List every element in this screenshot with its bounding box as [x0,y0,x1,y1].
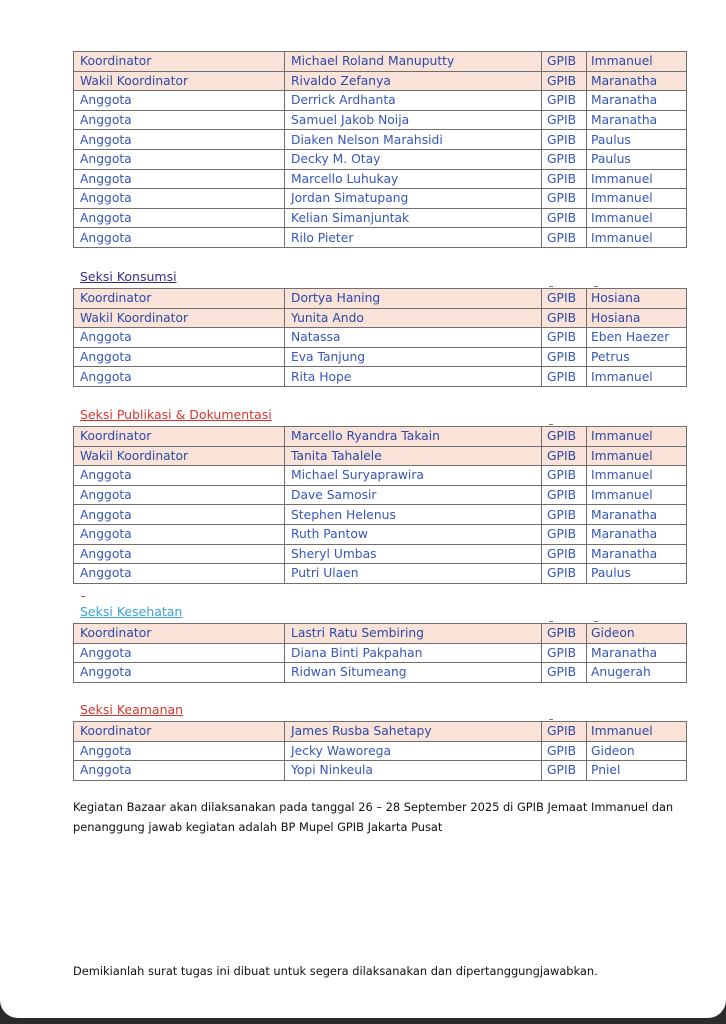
table-row [74,643,687,663]
table-row [74,289,687,309]
table-row [74,130,687,150]
church-cell: Immanuel [587,169,687,189]
table-row [74,91,687,111]
church-cell: Maranatha [587,544,687,564]
org-cell: GPIB [542,446,587,466]
table-row [74,52,687,72]
stray-mark [594,621,598,622]
church-cell: Immanuel [587,466,687,486]
table-row [74,110,687,130]
church-cell: Anugerah [587,663,687,683]
org-cell: GPIB [542,289,587,309]
name-cell: Lastri Ratu Sembiring [285,624,542,644]
church-cell: Immanuel [587,367,687,387]
church-cell: Pniel [587,761,687,781]
role-cell: Anggota [74,544,285,564]
name-cell: Tanita Tahalele [285,446,542,466]
org-cell: GPIB [542,169,587,189]
name-cell: James Rusba Sahetapy [285,722,542,742]
stray-mark [549,424,553,425]
committee-table-top [73,51,686,248]
org-cell: GPIB [542,347,587,367]
name-cell: Putri Ulaen [285,564,542,584]
church-cell: Immanuel [587,52,687,72]
church-cell: Maranatha [587,505,687,525]
role-cell: Wakil Koordinator [74,446,285,466]
table-row [74,466,687,486]
role-cell: Anggota [74,208,285,228]
role-cell: Anggota [74,91,285,111]
table-row [74,208,687,228]
table-row [74,189,687,209]
name-cell: Michael Suryaprawira [285,466,542,486]
table-row [74,524,687,544]
church-cell: Paulus [587,130,687,150]
name-cell: Dortya Haning [285,289,542,309]
role-cell: Anggota [74,110,285,130]
name-cell: Michael Roland Manuputty [285,52,542,72]
org-cell: GPIB [542,564,587,584]
church-cell: Maranatha [587,643,687,663]
org-cell: GPIB [542,91,587,111]
church-cell: Paulus [587,149,687,169]
church-cell: Immanuel [587,427,687,447]
name-cell: Marcello Ryandra Takain [285,427,542,447]
role-cell: Anggota [74,328,285,348]
table-row [74,485,687,505]
name-cell: Stephen Helenus [285,505,542,525]
org-cell: GPIB [542,308,587,328]
table [73,51,687,248]
org-cell: GPIB [542,643,587,663]
table-row [74,308,687,328]
table-row [74,427,687,447]
role-cell: Anggota [74,367,285,387]
name-cell: Eva Tanjung [285,347,542,367]
org-cell: GPIB [542,367,587,387]
table [73,426,687,584]
org-cell: GPIB [542,524,587,544]
org-cell: GPIB [542,71,587,91]
table-row [74,169,687,189]
table [73,721,687,781]
org-cell: GPIB [542,110,587,130]
role-cell: Anggota [74,564,285,584]
org-cell: GPIB [542,722,587,742]
table [73,288,687,387]
name-cell: Marcello Luhukay [285,169,542,189]
table-row [74,761,687,781]
church-cell: Immanuel [587,722,687,742]
table-row [74,544,687,564]
role-cell: Koordinator [74,289,285,309]
org-cell: GPIB [542,328,587,348]
table-row [74,149,687,169]
org-cell: GPIB [542,52,587,72]
name-cell: Yunita Ando [285,308,542,328]
church-cell: Paulus [587,564,687,584]
org-cell: GPIB [542,228,587,248]
role-cell: Anggota [74,505,285,525]
role-cell: Koordinator [74,624,285,644]
org-cell: GPIB [542,624,587,644]
church-cell: Petrus [587,347,687,367]
role-cell: Koordinator [74,427,285,447]
role-cell: Anggota [74,663,285,683]
org-cell: GPIB [542,149,587,169]
table-row [74,328,687,348]
church-cell: Maranatha [587,110,687,130]
table-row [74,71,687,91]
stray-mark [549,719,553,720]
org-cell: GPIB [542,505,587,525]
section-title-keamanan: Seksi Keamanan [80,702,184,717]
org-cell: GPIB [542,741,587,761]
table-row [74,663,687,683]
name-cell: Decky M. Otay [285,149,542,169]
org-cell: GPIB [542,663,587,683]
role-cell: Anggota [74,524,285,544]
role-cell: Anggota [74,228,285,248]
org-cell: GPIB [542,761,587,781]
stray-mark [81,596,85,597]
name-cell: Ridwan Situmeang [285,663,542,683]
section-title-publikasi: Seksi Publikasi & Dokumentasi [80,407,272,422]
name-cell: Ruth Pantow [285,524,542,544]
table-row [74,741,687,761]
role-cell: Anggota [74,466,285,486]
org-cell: GPIB [542,544,587,564]
org-cell: GPIB [542,466,587,486]
org-cell: GPIB [542,130,587,150]
name-cell: Jordan Simatupang [285,189,542,209]
church-cell: Eben Haezer [587,328,687,348]
name-cell: Diaken Nelson Marahsidi [285,130,542,150]
role-cell: Anggota [74,643,285,663]
org-cell: GPIB [542,189,587,209]
committee-table-keamanan [73,721,686,781]
table [73,623,687,683]
table-row [74,367,687,387]
role-cell: Anggota [74,485,285,505]
role-cell: Anggota [74,189,285,209]
church-cell: Gideon [587,624,687,644]
name-cell: Yopi Ninkeula [285,761,542,781]
table-row [74,228,687,248]
section-title-konsumsi: Seksi Konsumsi [80,269,177,284]
church-cell: Maranatha [587,524,687,544]
church-cell: Gideon [587,741,687,761]
org-cell: GPIB [542,427,587,447]
name-cell: Samuel Jakob Noija [285,110,542,130]
church-cell: Hosiana [587,289,687,309]
name-cell: Diana Binti Pakpahan [285,643,542,663]
table-row [74,564,687,584]
role-cell: Wakil Koordinator [74,308,285,328]
church-cell: Immanuel [587,189,687,209]
role-cell: Koordinator [74,52,285,72]
section-title-kesehatan: Seksi Kesehatan [80,604,183,619]
role-cell: Anggota [74,741,285,761]
role-cell: Anggota [74,130,285,150]
church-cell: Immanuel [587,485,687,505]
church-cell: Immanuel [587,208,687,228]
role-cell: Anggota [74,149,285,169]
name-cell: Rita Hope [285,367,542,387]
role-cell: Anggota [74,761,285,781]
event-paragraph: Kegiatan Bazaar akan dilaksanakan pada tanggal 26 – 28 September 2025 di GPIB Jemaat Immanuel dan penanggung jawab kegiatan adalah BP Mupel GPIB Jakarta Pusat [73,800,674,834]
name-cell: Dave Samosir [285,485,542,505]
committee-table-kesehatan [73,623,686,683]
table-row [74,446,687,466]
name-cell: Kelian Simanjuntak [285,208,542,228]
stray-mark [549,621,553,622]
committee-table-konsumsi [73,288,686,387]
org-cell: GPIB [542,485,587,505]
org-cell: GPIB [542,208,587,228]
role-cell: Anggota [74,169,285,189]
committee-table-publikasi [73,426,686,584]
table-row [74,624,687,644]
closing-paragraph: Demikianlah surat tugas ini dibuat untuk segera dilaksanakan dan dipertanggungjawabkan. [73,964,598,978]
role-cell: Wakil Koordinator [74,71,285,91]
name-cell: Sheryl Umbas [285,544,542,564]
church-cell: Maranatha [587,71,687,91]
table-row [74,722,687,742]
name-cell: Jecky Waworega [285,741,542,761]
role-cell: Koordinator [74,722,285,742]
stray-mark [549,286,553,287]
name-cell: Rivaldo Zefanya [285,71,542,91]
table-row [74,347,687,367]
role-cell: Anggota [74,347,285,367]
church-cell: Immanuel [587,446,687,466]
church-cell: Maranatha [587,91,687,111]
stray-mark [594,286,598,287]
name-cell: Rilo Pieter [285,228,542,248]
church-cell: Hosiana [587,308,687,328]
name-cell: Derrick Ardhanta [285,91,542,111]
church-cell: Immanuel [587,228,687,248]
name-cell: Natassa [285,328,542,348]
table-row [74,505,687,525]
